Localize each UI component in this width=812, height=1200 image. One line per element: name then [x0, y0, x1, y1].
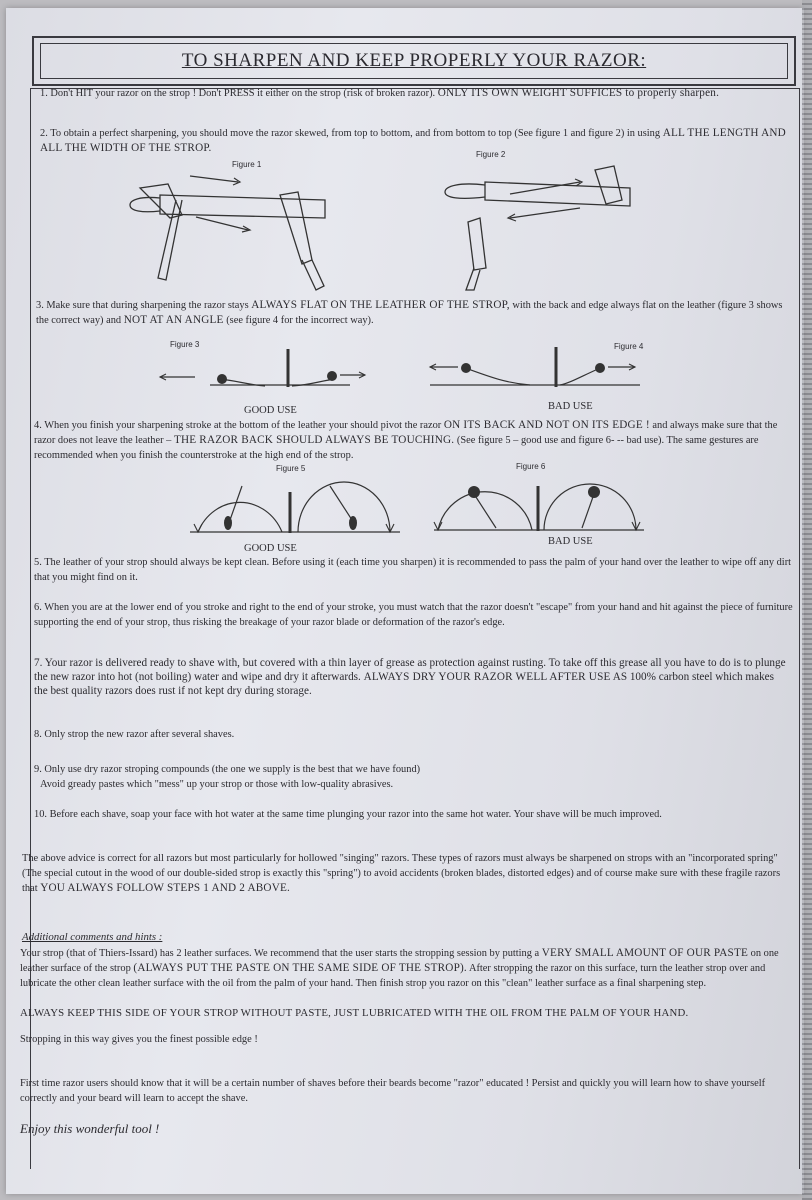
- hint-paragraph-1: [20, 946, 800, 991]
- figure-4-label: Figure 4: [614, 342, 644, 351]
- hint-1-text-c: After stropping the razor on this surface, turn the leather strop over and lubricate the other clean leather surface with the oil from the palm of your hand. Then finish strop you razor on this "clean" leather surface as a final sharpening step.: [20, 963, 766, 989]
- figure-4-bad-use-diagram: [430, 345, 670, 395]
- instruction-6-text: 6. When you are at the lower end of you stroke and right to the end of your stroke, you must watch that the razor doesn't "escape" from your hand and hit against the piece of furniture supporting the end of your strop, thus risking the breakage of your razor blade or deformation of the razor's edge.: [34, 602, 793, 628]
- hint-3-text: Stropping in this way gives you the finest possible edge !: [20, 1034, 258, 1045]
- singing-razor-note-emphasis: YOU ALWAYS FOLLOW STEPS 1 AND 2 ABOVE.: [40, 882, 291, 894]
- bad-use-label-1: BAD USE: [548, 401, 593, 412]
- figure-1-strop-diagram: [120, 160, 350, 290]
- figure-1-label: Figure 1: [232, 160, 262, 169]
- figure-3-good-use-diagram: [150, 345, 380, 395]
- figure-5-label: Figure 5: [276, 464, 306, 473]
- instruction-5-text: 5. The leather of your strop should always be kept clean. Before using it (each time you sharpen) it is recommended to pass the palm of your hand over the leather to wipe off any dirt that you might find on it.: [34, 557, 792, 583]
- instruction-10: [34, 807, 786, 822]
- instruction-3: [36, 298, 792, 328]
- instruction-5: [34, 555, 794, 585]
- title-inner-frame: [40, 43, 788, 79]
- title-box: [32, 36, 796, 86]
- instruction-7-text-a: 7. Your razor is delivered ready to shave with, but covered with a thin layer of grease as protection against rusting. To take off this grease all you have to do is to plunge the new razor into hot (not boiling) water and wipe and dry it afterwards.: [34, 657, 786, 683]
- instruction-4-text-c: (See figure 5 – good use and figure 6- -- bad use). The same gestures are recommended when you finish the counterstroke at the high end of the strop.: [34, 435, 759, 461]
- instruction-9: [34, 762, 784, 792]
- hint-paragraph-4: [20, 1076, 800, 1106]
- hint-paragraph-3: [20, 1032, 780, 1047]
- good-use-label-1: GOOD USE: [244, 405, 297, 416]
- figure-6-bad-use-diagram: [434, 474, 654, 540]
- instruction-2: [40, 126, 788, 156]
- hint-2-emphasis: ALWAYS KEEP THIS SIDE OF YOUR STROP WITHOUT PASTE, JUST LUBRICATED WITH THE OIL FROM THE PALM OF YOUR HAND.: [20, 1007, 689, 1019]
- figure-6-label: Figure 6: [516, 462, 546, 471]
- good-use-label-2: GOOD USE: [244, 543, 297, 554]
- instruction-8: [34, 727, 784, 742]
- instruction-3-text-c: (see figure 4 for the incorrect way).: [226, 315, 374, 326]
- instruction-1-emphasis: ONLY ITS OWN WEIGHT SUFFICES to properly sharpen.: [437, 87, 720, 99]
- hint-1-emphasis-b: (ALWAYS PUT THE PASTE ON THE SAME SIDE OF THE STROP).: [133, 962, 467, 974]
- singing-razor-note: [22, 851, 798, 896]
- instruction-9-text-b: Avoid gready pastes which "mess" up your strop or those with low-quality abrasives.: [40, 779, 394, 790]
- hint-1-text-b: on one leather surface of the strop: [20, 948, 779, 974]
- instruction-1: [40, 86, 780, 101]
- instruction-10-text: 10. Before each shave, soap your face with hot water at the same time plunging your razor into the same hot water. Your shave will be much improved.: [34, 809, 662, 820]
- hint-1-text-a: Your strop (that of Thiers-Issard) has 2 leather surfaces. We recommend that the user starts the stropping session by putting a: [20, 948, 540, 959]
- figure-5-good-use-diagram: [190, 470, 410, 540]
- page-title: TO SHARPEN AND KEEP PROPERLY YOUR RAZOR:: [181, 50, 647, 71]
- instruction-2-text: 2. To obtain a perfect sharpening, you should move the razor skewed, from top to bottom, and from bottom to top (See figure 1 and figure 2) in using: [40, 128, 661, 139]
- figure-2-strop-diagram: [430, 160, 660, 290]
- bad-use-label-2: BAD USE: [548, 536, 593, 547]
- hint-1-emphasis-a: VERY SMALL AMOUNT OF OUR PASTE: [541, 947, 749, 959]
- instruction-3-emphasis-a: ALWAYS FLAT ON THE LEATHER OF THE STROP,: [251, 299, 510, 311]
- instruction-4: [34, 418, 794, 463]
- instruction-9-text-a: 9. Only use dry razor stroping compounds (the one we supply is the best that we have found): [34, 764, 421, 775]
- instruction-3-emphasis-b: NOT AT AN ANGLE: [123, 314, 224, 326]
- instruction-7: [34, 656, 786, 698]
- instruction-8-text: 8. Only strop the new razor after several shaves.: [34, 729, 235, 740]
- instruction-7-emphasis: ALWAYS DRY YOUR RAZOR WELL AFTER USE: [363, 671, 611, 683]
- instruction-3-text-a: 3. Make sure that during sharpening the razor stays: [36, 300, 249, 311]
- instruction-4-text-a: 4. When you finish your sharpening stroke at the bottom of the leather your should pivot the razor: [34, 420, 442, 431]
- instruction-4-emphasis-a: ON ITS BACK AND NOT ON ITS EDGE !: [443, 419, 650, 431]
- instruction-2-emphasis: ALL THE LENGTH AND ALL THE WIDTH OF THE STROP.: [40, 127, 786, 154]
- hint-paragraph-2: [20, 1006, 802, 1021]
- closing-line: Enjoy this wonderful tool !: [20, 1121, 160, 1136]
- instruction-3-text-b: with the back and edge always flat on the leather (figure 3 shows the correct way) and: [36, 300, 783, 326]
- instruction-4-emphasis-b: THE RAZOR BACK SHOULD ALWAYS BE TOUCHING.: [173, 434, 455, 446]
- instruction-6: [34, 600, 794, 630]
- instruction-4-text-b: and always make sure that the razor does not leave the leather –: [34, 420, 778, 446]
- instruction-1-text: 1. Don't HIT your razor on the strop ! Don't PRESS it either on the strop (risk of broken razor).: [40, 88, 436, 99]
- hints-heading: Additional comments and hints :: [22, 931, 163, 943]
- instruction-7-text-b: AS 100% carbon steel which makes the best quality razors does rust if not kept dry during storage.: [34, 671, 774, 697]
- hint-4-text: First time razor users should know that it will be a certain number of shaves before their beards become "razor" educated ! Persist and quickly you will learn how to shave yourself correctly and your beard will learn to accept the shave.: [20, 1078, 766, 1104]
- singing-razor-note-text: The above advice is correct for all razors but most particularly for hollowed "singing" razors. These types of razors must always be sharpened on strops with an "incorporated spring" (The special cutout in the wood of our double-sided strop is exactly this "spring") to avoid accidents (broken blades, distorted edges) and of course make sure with these fragile razors that: [22, 853, 781, 894]
- page-edge-shadow: [802, 0, 812, 1200]
- figure-3-label: Figure 3: [170, 340, 200, 349]
- figure-2-label: Figure 2: [476, 150, 506, 159]
